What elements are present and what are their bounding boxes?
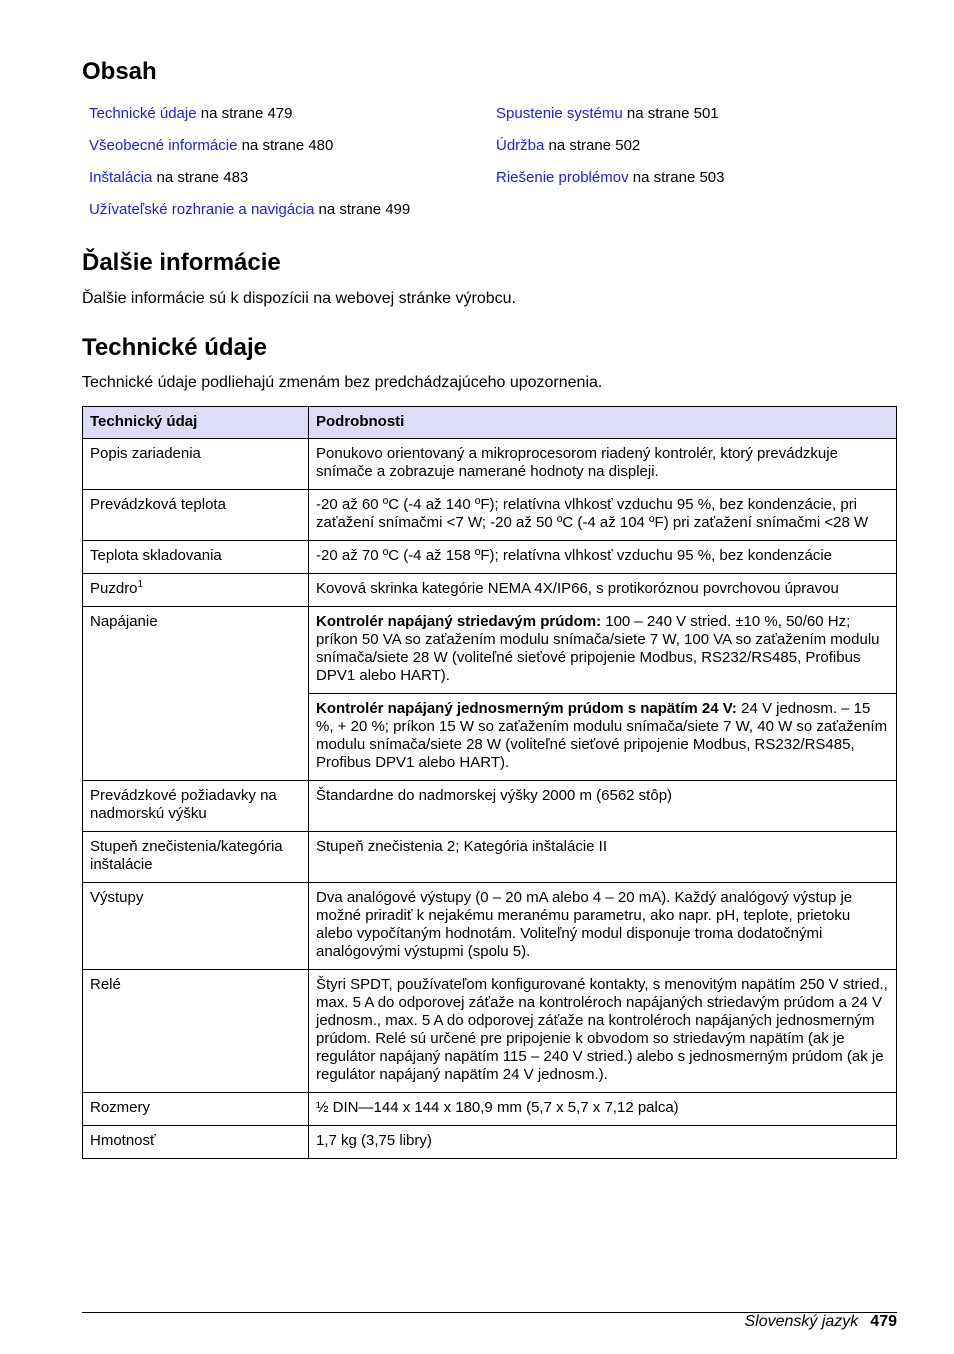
spec-detail-bold: Kontrolér napájaný striedavým prúdom: [316,613,602,630]
toc-item [89,201,410,233]
spec-detail-cell [309,607,897,694]
spec-detail: Kovová skrinka kategórie NEMA 4X/IP66, s protikoróznou povrchovou úpravou [309,574,897,607]
page-number: 479 [870,1313,897,1330]
spec-name: Puzdro [90,580,138,597]
toc-link-spustenie-systemu[interactable]: Spustenie systému [496,105,623,122]
toc-page-ref: na strane 503 [628,169,725,186]
spec-name: Stupeň znečistenia/kategória inštalácie [83,832,309,883]
tech-specs-intro: Technické údaje podliehajú zmenám bez predchádzajúceho upozornenia. [82,374,603,391]
spec-detail: Štyri SPDT, používateľom konfigurované kontakty, s menovitým napätím 250 V stried., max. 5 A do odporovej záťaže na kontroléroch napájaných striedavým prúdom a 24 V jednosm., max. 5 A do odporovej záťaže na kontroléroch napájaných jednosmerným prúdom. Relé sú určené pre pripojenie k obvodom so striedavým napätím (ak je regulátor napájaný napätím 115 – 240 V stried.) alebo s jednosmerným prúdom (ak je regulátor napájaný napätím 24 V jednosm.). [309,970,897,1093]
spec-name: Popis zariadenia [83,439,309,490]
toc-link-udrzba[interactable]: Údržba [496,137,545,154]
toc-item [89,105,410,137]
page-footer [744,1313,897,1331]
table-row [83,781,897,832]
table-row [83,490,897,541]
table-row [83,607,897,694]
specifications-table [82,406,897,1159]
table-row [83,574,897,607]
spec-name: Napájanie [83,607,309,781]
table-header-row [83,407,897,439]
spec-detail: Dva analógové výstupy (0 – 20 mA alebo 4 – 20 mA). Každý analógový výstup je možné priradiť k nejakému meranému parametru, ako napr. pH, teplote, prietoku alebo vypočítaným hodnotám. Voliteľný modul disponuje troma dodatočnými analógovými výstupmi (spolu 5). [309,883,897,970]
spec-detail: 100 – 240 V stried. ±10 %, 50/60 Hz; príkon 50 VA so zaťažením modulu snímača/siete 7 W, 100 VA so zaťažením modulu snímača/siete 28 W (voliteľné sieťové pripojenie Modbus, RS232/RS485, Profibus DPV1 alebo HART). [316,613,880,684]
spec-name: Relé [83,970,309,1093]
spec-detail: -20 až 60 ºC (-4 až 140 ºF); relatívna vlhkosť vzduchu 95 %, bez kondenzácie, pri zaťažení snímačmi <7 W; -20 až 50 ºC (-4 až 104 ºF) pri zaťažení snímačmi <28 W [309,490,897,541]
spec-name: Prevádzkové požiadavky na nadmorskú výšku [83,781,309,832]
spec-name: Prevádzková teplota [83,490,309,541]
toc-link-instalacia[interactable]: Inštalácia [89,169,153,186]
toc-column-right [496,105,724,201]
header-specification: Technický údaj [83,407,309,439]
table-row [83,1126,897,1159]
spec-detail: Štandardne do nadmorskej výšky 2000 m (6562 stôp) [309,781,897,832]
table-row [83,832,897,883]
toc-page-ref: na strane 502 [544,137,641,154]
spec-detail-bold: Kontrolér napájaný jednosmerným prúdom s napätím 24 V: [316,700,737,717]
footer-language: Slovenský jazyk [744,1313,859,1330]
spec-detail: Stupeň znečistenia 2; Kategória inštalácie II [309,832,897,883]
spec-detail: 1,7 kg (3,75 libry) [309,1126,897,1159]
toc-item [89,169,410,201]
tech-specs-heading: Technické údaje [82,334,267,361]
footnote-marker: 1 [137,579,144,590]
toc-column-left [89,105,410,233]
toc-page-ref: na strane 501 [622,105,719,122]
spec-name-cell [83,574,309,607]
spec-detail: 24 V jednosm. – 15 %, + 20 %; príkon 15 W so zaťažením modulu snímača/siete 7 W, 40 W so zaťažením modulu snímača/siete 28 W (voliteľné sieťové pripojenie Modbus, RS232/RS485, Profibus DPV1 alebo HART). [316,700,888,771]
toc-page-ref: na strane 480 [237,137,334,154]
toc-item [89,137,410,169]
spec-detail: Ponukovo orientovaný a mikroprocesorom riadený kontrolér, ktorý prevádzkuje snímače a zobrazuje namerané hodnoty na displeji. [309,439,897,490]
table-row [83,883,897,970]
toc-page-ref: na strane 483 [152,169,249,186]
toc-item [496,137,724,169]
table-row [83,1093,897,1126]
spec-name: Hmotnosť [83,1126,309,1159]
toc-item [496,169,724,201]
more-info-heading: Ďalšie informácie [82,249,281,276]
spec-name: Teplota skladovania [83,541,309,574]
toc-link-vseobecne-informacie[interactable]: Všeobecné informácie [89,137,238,154]
toc-link-riesenie-problemov[interactable]: Riešenie problémov [496,169,629,186]
table-row [83,541,897,574]
spec-detail: -20 až 70 ºC (-4 až 158 ºF); relatívna vlhkosť vzduchu 95 %, bez kondenzácie [309,541,897,574]
table-row [83,439,897,490]
table-row [83,970,897,1093]
toc-link-uzivatelske-rozhranie[interactable]: Užívateľské rozhranie a navigácia [89,201,315,218]
toc-page-ref: na strane 499 [314,201,411,218]
toc-page-ref: na strane 479 [196,105,293,122]
spec-name: Rozmery [83,1093,309,1126]
more-info-text: Ďalšie informácie sú k dispozícii na webovej stránke výrobcu. [82,290,516,307]
spec-name: Výstupy [83,883,309,970]
spec-detail: ½ DIN—144 x 144 x 180,9 mm (5,7 x 5,7 x 7,12 palca) [309,1093,897,1126]
toc-link-technicke-udaje[interactable]: Technické údaje [89,105,197,122]
header-details: Podrobnosti [309,407,897,439]
spec-detail-cell [309,694,897,781]
toc-item [496,105,724,137]
contents-heading: Obsah [82,58,157,85]
